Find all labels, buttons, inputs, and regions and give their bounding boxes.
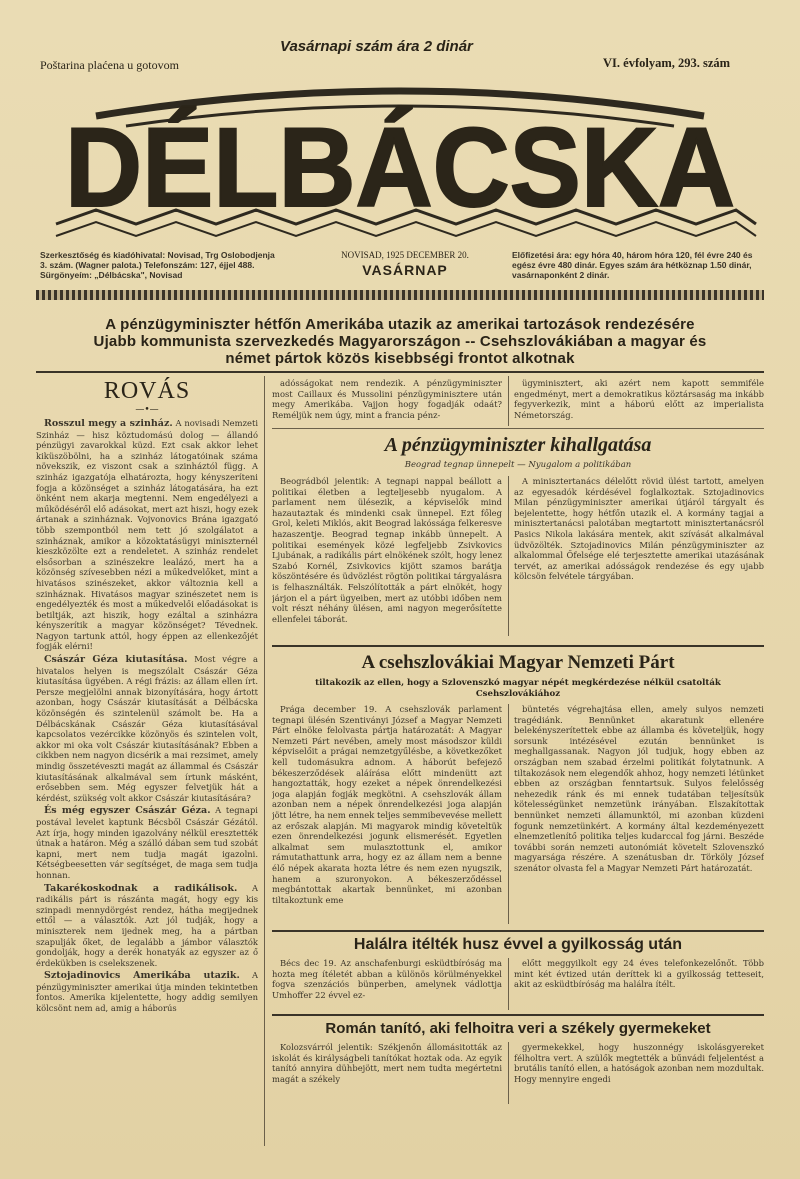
section4-left-text: Kolozsvárról jelentik: Székjenőn állomásitották az iskolát és királyságbeli tanítókat hoztak oda. Az egyik tanító annyira dühbejött, mert nem tudta megértetni magát a székely <box>272 1042 502 1084</box>
volume-number: VI. évfolyam, 293. szám <box>603 56 731 70</box>
rovas-lead-3: És még egyszer Császár Géza. <box>44 805 211 817</box>
issue-date: NOVISAD, 1925 DECEMBER 20. <box>341 250 469 260</box>
headline-2: Ujabb kommunista szervezkedés Magyarországon -- Csehszlovákiában a magyar és <box>93 333 707 350</box>
section4-left <box>272 1042 502 1104</box>
section1-right-text: A minisztertanács délelőtt rövid ülést tartott, amelyen az egyesadók kérdésével foglalkoztak. Sztojadinovics Milan pénzügyminiszter amerikai útjáról tárgyalt és bejelentette, hogy hétfőn utazik el. A kormány tagjai a minisztertanácsi palotában megtartott minisztertanácsról Pasics Nikola lakására mentek, akit szívását alkalmával üdvözölték. Sztojadinovics Milán pénzügyminiszter az alkalommal Őfelsége elé terjesztette amerikai utazásának tervét, az amerikai adósságok rendezése és egy ujabb kölcsön felvétele tárgyában. <box>514 476 764 582</box>
cont-col-3-text: ügyminisztert, aki azért nem kapott semmiféle engedményt, mert a demokratikus köztársaság ma inkább fegyverkezik, mint a háború előtt az imperialista Németország. <box>514 378 764 420</box>
rovas-ornament: —•— <box>135 405 159 415</box>
section3-left <box>272 958 502 1010</box>
header-stripe <box>36 290 764 300</box>
rovas-lead-4: Takarékoskodnak a radikálisok. <box>44 882 238 894</box>
section4-right <box>514 1042 764 1104</box>
section2-left-text: Prága december 19. A csehszlovák parlament tegnapi ülésén Szentiványi József a Magyar Nemzeti Párt elnöke felolvasta pártja határozatát: A Magyar Nemzeti Párt nevében, amely most másodszor küldi képviselőit a prágai nemzetgyűlésbe, a következőket kell tudomásukra adnom. A háborút befejező békeszerződések aláírása előtt mindenütt azt hangoztatták, hogy ezeket a népek önrendelkezési joga alapján fogják megkötni. A csehszlovák állam azonban nem a népek önrendelkezési joga alapján jött létre, ha nem ennek teljes semmibevevése mellett az erőszak alapján. Mi magyarok mindig követeltük ezen önrendelkezési jogunk elismerését. Egyetlen alkalmat sem mulasztottunk el, amikor rámutathattunk arra, hogy ez az állam nem a benne élő népek akarata hozta létre és nem ezen nyugszik, hanem a szuronyokon. A békeszerződéssel megbántottak akartak bennünket, mi azonban tiltakoztunk eme <box>272 704 502 905</box>
cont-col-2-text: adósságokat nem rendezik. A pénzügyminiszter most Caillaux és Mussolini pénzügyminisztere után megy Amerikába. Vajjon hogy fogadják odaát? Reméljük nem úgy, mint a francia pénz- <box>272 378 502 420</box>
editorial-info: Szerkesztőség és kiadóhivatal: Novisad, Trg Oslobodjenja 3. szám. (Wagner palota.) Telefonszám: 127, éjjel 488. Sürgönyeím: „Délbácska", Novisad <box>40 250 275 280</box>
rovas-title: ROVÁS <box>103 378 191 404</box>
section1-subtitle: Beograd tegnap ünnepelt — Nyugalom a politikában <box>404 460 632 470</box>
subscription-info: Előfizetési ára: egy hóra 40, három hóra 120, fél évre 240 és egész évre 480 dinár. Egyes szám ára hétköznap 1.50 dinár, vasárnaponként 2 dinár. <box>512 250 753 280</box>
issue-day: VASÁRNAP <box>362 262 448 278</box>
rovas-lead-5: Sztojadinovics Amerikába utazik. <box>44 970 240 982</box>
postage-note: Poštarina plaćena u gotovom <box>40 58 179 72</box>
section2-right <box>514 704 764 924</box>
section1-left-text: Beográdból jelentik: A tegnapi nappal beállott a politikai életben a legteljesebb nyugalom. A parlament nem ülésezik, a képviselők mind hazautaztak és mindenki csak ünnepel. Ezt főleg Grol, keleti Miklós, akit Beograd lakóssága felkeresve hazaszentje. Beograd tegnap inkább ünnepelt. A politikai események közé legfeljebb Zsivkovics Ljubának, a radikális párt elnökének szólt, hogy lenez Szabó Kornél, Zsivkovics kijött szamos barátja köszöntésére és üdvözlést rögtön politikai tárgyalásra is felhasználták. Felszólították a párt elnökét, hogy járjon el a párt ügyeiben, mert az utóbbi időben nem volt részt néhány ülésen, ami nagyon megerősítette ellenfelei táborát. <box>272 476 502 624</box>
section2-rule <box>508 704 509 924</box>
headline-rule <box>36 371 764 373</box>
section4-rule <box>508 1042 509 1104</box>
column-rule-1 <box>264 376 265 1146</box>
section1-right <box>514 476 764 636</box>
rovas-text-3: A tegnapi postával levelet kaptunk Bécsből Császár Gézától. Azt írja, hogy minden igazolvány nélkül eresztették útnak a határon. Még a szálló dában sem tud szobát kapni, mert nem tudja magát igazolni. Kétségbeesetten vár segítséget, de maga sem tudja honnan. <box>36 805 258 880</box>
masthead-logo <box>36 74 764 246</box>
masthead-title: DÉLBÁCSKA <box>65 105 735 230</box>
sunday-price: Vasárnapi szám ára 2 dinár <box>280 38 473 55</box>
section1-left <box>272 476 502 636</box>
section4-title: Román tanító, aki felhoitra veri a székely gyermekeket <box>325 1020 711 1037</box>
headline-3: német pártok közös kisebbségi frontot alkotnak <box>225 350 575 367</box>
rovas-lead-2: Császár Géza kiutasítása. <box>44 654 188 666</box>
section3-title: Halálra itélték husz évvel a gyilkosság után <box>353 936 683 953</box>
section3-right-text: előtt meggyilkolt egy 24 éves telefonkezelőnőt. Több mint két évtized után deríttek ki a gyilkosság tetteseit, akit az esküdtbíróság ma halálra ítélt. <box>514 958 764 990</box>
section2-subtitle: tiltakozik az ellen, hogy a Szlovenszkó magyar népét megkérdezése nélkül csatolták Csehszlovákiához <box>315 678 721 699</box>
section2-title: A csehszlovákiai Magyar Nemzeti Párt <box>361 652 675 673</box>
section2-left <box>272 704 502 924</box>
column-rule-2 <box>508 376 509 426</box>
rovas-text-1: A novisadi Nemzeti Szinház — hisz köztudomású dolog — állandó pénzügyi zavarokkal küzd. Ezt csak akkor lehet kiküszöbölni, ha a szinház látogatóinak száma növekszik, ez viszont csak a szinháztól függ. A szinház igazgatója elhatározta, hogy kényszeríteni fogja a közönséget a szinház látogatására, ha ezt önként nem akarja megtenni. Nem engedélyezi a működéséről elő adásokat, mert azt hiszi, hogy ezek ártanak a szinháznak. Vojvonovics Brána igazgató több szempontból nem tett jó szolgálatot a szinháznak, amikor a közoktatásügyi miniszternél kieszközölte ezt a rendeletet. A szinház rendelet elsősorban a szinészekre lealázó, mert ha a közönség szívesebben nézi a műkedvelőket, mint a hivatásos szinészeket, akkor változnia kell a szinháznak. Hivatásos magyar szinészetet nem is engedélyezték és most a műkedvelői előadásokat is betiltják, azt hiszik, hogy ezáltal a szinházra kényszerítik a magyar közönséget? Tévednek. Nagyon tartunk attól, hogy éppen az ellenkezőjét fogják elérni! <box>36 418 258 652</box>
section4-right-text: gyermekekkel, hogy huszonnégy iskolásgyereket félholtra vert. A szülők megtették a bűnvádi feljelentést a brutális tanító ellen, a hatóságok azonban nem mozdultak. Hogy mennyire engedi <box>514 1042 764 1084</box>
section1-top-rule <box>272 428 764 429</box>
rovas-text-2: Most végre a hivatalos helyen is megszólalt Császár Géza kiutasítása ügyében. A régi frázis: az állam ellen írt. Persze megjelölni annak bizonyítására, hogy ártott azonban, hogy Császár kiutasítását a Délbácska közönségén és szintelenül számolt be. Ha a Délbácskának Császár Géza kiutasításával kapcsolatos vezércikke közönyös és szintelen volt, akkor mi oka volt Császár kiutasításának? Ebben a cikkben nem nagyon dicsérik a mai rezsimet, amely mindig összetéveszti magát az állammal és Császár kiutasításának alkalmával sem írtunk másként, erősebben sem. Még egyszer felvetjük hát a kérdést, szükség volt akkor Császár kiutasítására? <box>36 654 258 803</box>
section1-rule <box>508 476 509 636</box>
section3-left-text: Bécs dec 19. Az anschafenburgi esküdtbíróság ma hozta meg ítéletét abban a különös körülményekkel fogva szenzációs bünperben, amelynek vádlottja Umhoffer 22 évvel ez- <box>272 958 502 1000</box>
rovas-text-5: A pénzügyminiszter amerikai útja minden tekintetben fontos. Amerika kijelentette, hogy addig semilyen kölcsönt nem ad, amig a háborús <box>36 970 258 1014</box>
section1-title: A pénzügyminiszter kihallgatása <box>384 434 652 456</box>
section4-top-rule <box>272 1014 764 1016</box>
cont-col-2 <box>272 378 502 422</box>
headline-1: A pénzügyminiszter hétfőn Amerikába utazik az amerikai tartozások rendezésére <box>105 316 695 333</box>
rovas-text-4: A radikális párt is rászánta magát, hogy egy kis szinpadi mennydörgést rendez, hátha megijednek ettől — a választók. Azt jól tudják, hogy a miniszterek nem ijednek meg, ha a pártban szapulják őket, de legalább a jámbor választók gondolják, hogy a derék honatyák az egyszer az ő érdekükben is cselekszenek. <box>36 882 258 968</box>
section3-right <box>514 958 764 1010</box>
section2-top-rule <box>272 645 764 647</box>
rovas-lead-1: Rosszul megy a szinház. <box>44 418 173 429</box>
section2-right-text: büntetés végrehajtása ellen, amely sulyos nemzeti tragédiánk. Bennünket akaratunk ellenére belekényszerítettek ebbe az államba és követeljük, hogy sorsunk intézésével ezután bennünket is meghallgassanak. Nagyon jól tudjuk, hogy ebben az országban nem szabad érzelmi politikát folytatnunk. A tiltakozások nem elegendők ahhoz, hogy nemzeti létünket ebben az országban fenntartsuk. Sulyos felelősség nehezedik ránk és mi ennek tudatában teljesítsük kötelességünket nemzetünk irányában. Elszakítottak bennünket nemzeti államunktól, mi azonban küzdeni fogunk nemzetünkért. A kormány által kezdeményezett elnemzetlenítő politika teljes kudarccal fog járni. Beszéde további során nemzeti autonómiát követelt Szlovenszkó magyarsága részére. A szenátusban dr. Törköly József szenátor olvasta fel a Magyar Nemzeti Párt határozatát. <box>514 704 764 873</box>
section3-top-rule <box>272 930 764 932</box>
cont-col-3 <box>514 378 764 422</box>
section3-rule <box>508 958 509 1010</box>
rovas-column <box>36 418 258 1136</box>
